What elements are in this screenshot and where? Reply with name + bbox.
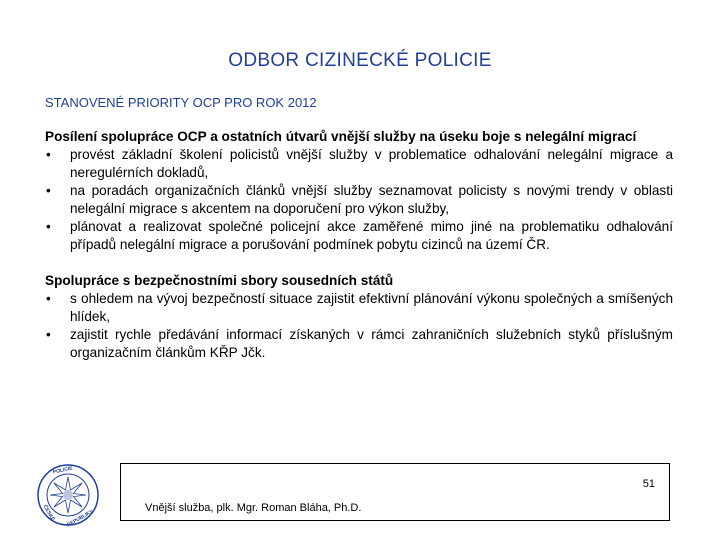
list-item (45, 326, 673, 362)
list-item (45, 218, 673, 254)
bullet-icon: • (46, 291, 51, 306)
page-title: ODBOR CIZINECKÉ POLICIE (228, 50, 492, 71)
list-item (45, 290, 673, 326)
list-item (45, 146, 673, 182)
page-subtitle: STANOVENÉ PRIORITY OCP PRO ROK 2012 (45, 95, 317, 110)
page-number: 51 (642, 478, 655, 490)
svg-text:ČESKÉ: ČESKÉ (41, 504, 56, 523)
list-item-text: s ohledem na vývoj bezpečností situace zajistit efektivní plánování výkonu společných a smíšených hlídek, (70, 291, 673, 324)
bullet-icon: • (46, 327, 51, 342)
list-item-text: zajistit rychle předávání informací získaných v rámci zahraničních služebních styků příslušným organizačním článkům KŘP Jčk. (70, 327, 673, 360)
list-item-text: plánovat a realizovat společné policejní akce zaměřené mimo jiné na problematiku odhalování případů nelegální migrace a porušování podmínek pobytu cizinců na území ČR. (70, 219, 673, 252)
footer-text: Vnější služba, plk. Mgr. Roman Bláha, Ph.D. (145, 502, 362, 514)
svg-text:REPUBLIKY: REPUBLIKY (66, 508, 95, 527)
police-logo-graphic (36, 463, 100, 527)
list-item-text: provést základní školení policistů vnější služby v problematice odhalování nelegální migrace a neregulérních dokladů, (70, 147, 673, 180)
list-item-text: na poradách organizačních článků vnější služby seznamovat policisty s novými trendy v oblasti nelegální migrace s akcentem na doporučení pro výkon služby, (70, 183, 673, 216)
bullet-list (45, 290, 673, 362)
section-heading: Posílení spolupráce OCP a ostatních útvarů vnější služby na úseku boje s nelegální migrací (45, 129, 637, 144)
police-czech-republic-badge-icon (36, 463, 100, 527)
bullet-icon: • (46, 147, 51, 162)
section-heading: Spolupráce s bezpečnostními sbory sousedních států (45, 273, 394, 288)
bullet-icon: • (46, 183, 51, 198)
svg-text:POLICIE: POLICIE (52, 465, 74, 476)
slide-content (45, 128, 673, 362)
list-item (45, 182, 673, 218)
footer (120, 463, 670, 521)
bullet-list (45, 146, 673, 254)
bullet-icon: • (46, 219, 51, 234)
